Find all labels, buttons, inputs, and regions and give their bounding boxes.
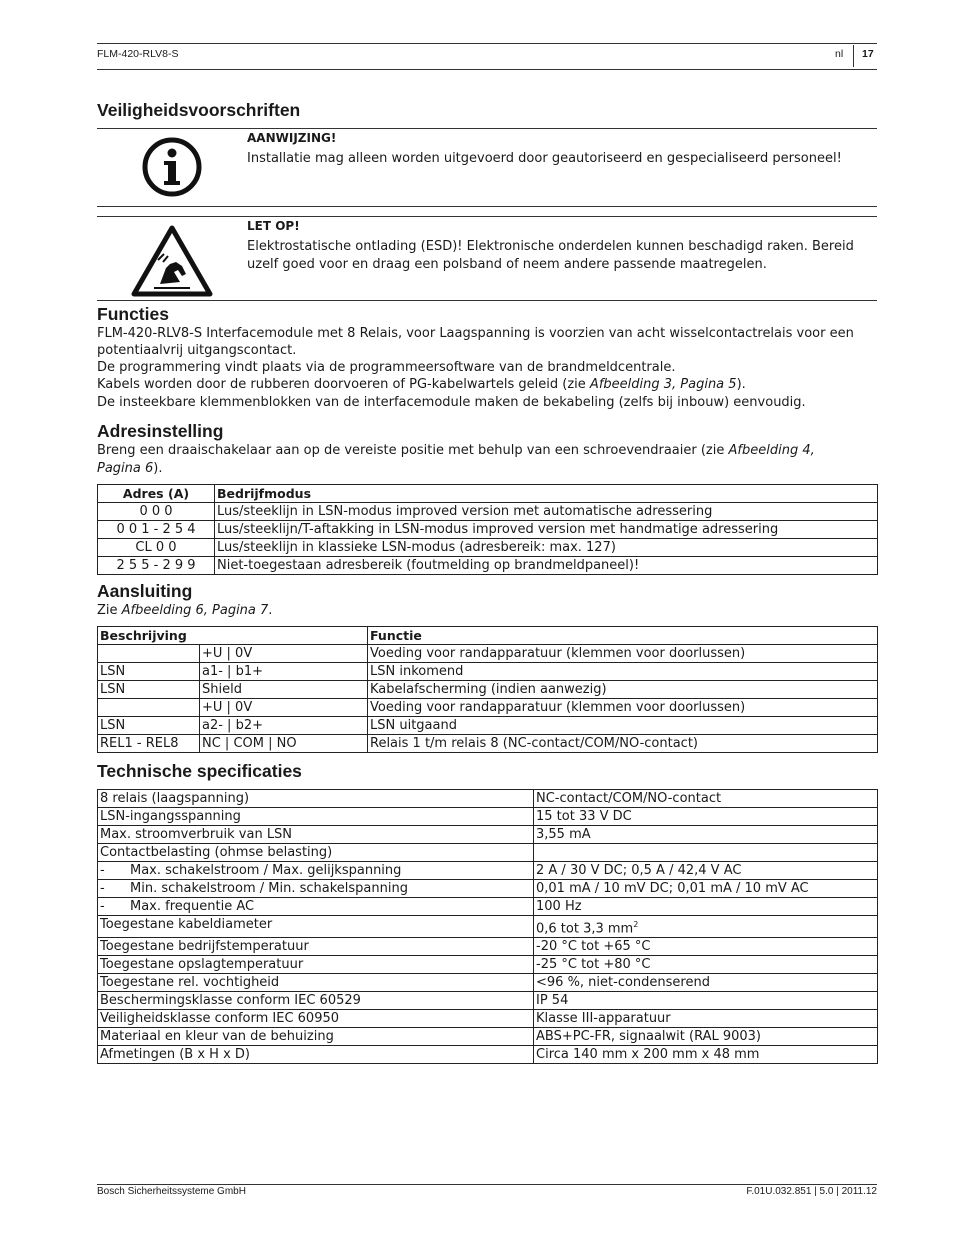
spec-label-cell bbox=[98, 826, 534, 844]
section-title-safety: Veiligheidsvoorschriften bbox=[97, 100, 301, 120]
table-row bbox=[98, 1028, 878, 1046]
table-row bbox=[98, 503, 878, 521]
aansluiting-ref-end: . bbox=[268, 603, 273, 618]
table-row bbox=[98, 645, 878, 663]
spec-label-cell bbox=[98, 790, 534, 808]
terminal-cell: a1- | b1+ bbox=[200, 663, 368, 681]
table-row bbox=[98, 992, 878, 1010]
spec-label-cell bbox=[98, 1010, 534, 1028]
terminal-cell: +U | 0V bbox=[200, 699, 368, 717]
spec-label: Afmetingen (B x H x D) bbox=[100, 1047, 251, 1063]
table-row bbox=[98, 521, 878, 539]
spec-label-cell bbox=[98, 974, 534, 992]
notice-text: Installatie mag alleen worden uitgevoerd door geautoriseerd en gespecialiseerd personeel! bbox=[247, 151, 842, 166]
spec-value-cell: -20 °C tot +65 °C bbox=[534, 938, 878, 956]
functies-line4-text: Kabels worden door de rubberen doorvoeren of PG-kabelwartels geleid (zie bbox=[97, 377, 590, 392]
spec-value-cell: 2 A / 30 V DC; 0,5 A / 42,4 V AC bbox=[534, 862, 878, 880]
terminal-group-cell: LSN bbox=[98, 663, 200, 681]
address-cell: CL 0 0 bbox=[98, 539, 215, 557]
spec-value-cell: -25 °C tot +80 °C bbox=[534, 956, 878, 974]
spec-label-cell bbox=[98, 938, 534, 956]
table-row bbox=[98, 844, 878, 862]
header-lang: nl bbox=[835, 48, 844, 60]
spec-label: LSN-ingangsspanning bbox=[100, 809, 241, 824]
section-title-specs: Technische specificaties bbox=[97, 761, 302, 781]
spec-label-cell bbox=[98, 956, 534, 974]
spec-value-cell: 100 Hz bbox=[534, 898, 878, 916]
table-header-row bbox=[98, 485, 878, 503]
spec-label: Contactbelasting (ohmse belasting) bbox=[100, 845, 333, 860]
figure-ref-6[interactable]: Afbeelding 6, Pagina 7 bbox=[121, 603, 269, 618]
caution-rule-bottom bbox=[97, 300, 877, 301]
functies-line4 bbox=[97, 376, 746, 394]
table-row bbox=[98, 938, 878, 956]
header-doc-id: FLM-420-RLV8-S bbox=[97, 48, 179, 60]
aansluiting-ref bbox=[97, 602, 272, 620]
figure-ref-3[interactable]: Afbeelding 3, Pagina 5 bbox=[589, 377, 737, 392]
spec-label: Materiaal en kleur van de behuizing bbox=[100, 1029, 334, 1045]
functies-line4-end: ). bbox=[736, 377, 746, 392]
caution-text-line1: Elektrostatische ontlading (ESD)! Elektronische onderdelen kunnen beschadigd raken. Bereid bbox=[247, 239, 854, 254]
terminal-group-cell bbox=[98, 645, 200, 663]
function-cell: Relais 1 t/m relais 8 (NC-contact/COM/NO-contact) bbox=[368, 735, 878, 753]
spec-dash: - bbox=[100, 863, 105, 878]
spec-dash: - bbox=[100, 899, 105, 914]
spec-value-cell: 3,55 mA bbox=[534, 826, 878, 844]
function-cell: LSN uitgaand bbox=[368, 717, 878, 735]
spec-dash: - bbox=[100, 881, 105, 896]
functies-line1: FLM-420-RLV8-S Interfacemodule met 8 Relais, voor Laagspanning is voorzien van acht wisselcontactrelais voor een bbox=[97, 326, 854, 341]
spec-value: 0,6 tot 3,3 mm bbox=[536, 921, 634, 937]
spec-label-cell bbox=[98, 916, 534, 938]
section-title-aansluiting: Aansluiting bbox=[97, 581, 193, 601]
mode-cell: Niet-toegestaan adresbereik (foutmelding op brandmeldpaneel)! bbox=[215, 557, 878, 575]
notice-rule-bottom bbox=[97, 206, 877, 207]
column-header-address: Adres (A) bbox=[98, 485, 215, 503]
terminal-cell: a2- | b2+ bbox=[200, 717, 368, 735]
header-divider bbox=[853, 45, 854, 67]
spec-label: Toegestane bedrijfstemperatuur bbox=[100, 939, 309, 955]
figure-ref-4[interactable]: Afbeelding 4, bbox=[728, 443, 815, 458]
terminal-cell: NC | COM | NO bbox=[200, 735, 368, 753]
spec-label: Max. stroomverbruik van LSN bbox=[100, 827, 293, 842]
spec-value-cell: <96 %, niet-condenserend bbox=[534, 974, 878, 992]
connection-table bbox=[97, 626, 878, 753]
table-row bbox=[98, 790, 878, 808]
adres-line1-text: Breng een draaischakelaar aan op de vereiste positie met behulp van een schroevendraaier (zie bbox=[97, 443, 729, 458]
terminal-cell: +U | 0V bbox=[200, 645, 368, 663]
table-row bbox=[98, 808, 878, 826]
spec-value-cell: IP 54 bbox=[534, 992, 878, 1010]
functies-line5: De insteekbare klemmenblokken van de interfacemodule maken de bekabeling (zelfs bij inbouw) eenvoudig. bbox=[97, 395, 806, 410]
caution-text-line2: uzelf goed voor en draag een polsband of neem andere passende maatregelen. bbox=[247, 257, 767, 272]
column-header-function: Functie bbox=[368, 627, 878, 645]
spec-label: 8 relais (laagspanning) bbox=[100, 791, 250, 806]
table-row bbox=[98, 916, 878, 938]
table-row bbox=[98, 735, 878, 753]
terminal-group-cell: LSN bbox=[98, 717, 200, 735]
footer-company: Bosch Sicherheitssysteme GmbH bbox=[97, 1186, 246, 1197]
table-row bbox=[98, 1010, 878, 1028]
spec-label-cell bbox=[98, 898, 534, 916]
spec-label: Min. schakelstroom / Min. schakelspanning bbox=[130, 881, 408, 896]
mode-cell: Lus/steeklijn/T-aftakking in LSN-modus improved version met handmatige adressering bbox=[215, 521, 878, 539]
table-row bbox=[98, 880, 878, 898]
spec-label: Toegestane opslagtemperatuur bbox=[100, 957, 304, 973]
table-row bbox=[98, 956, 878, 974]
footer-doc-ref: F.01U.032.851 | 5.0 | 2011.12 bbox=[746, 1186, 877, 1197]
notice-label: AANWIJZING! bbox=[247, 131, 337, 145]
spec-label: Beschermingsklasse conform IEC 60529 bbox=[100, 993, 361, 1009]
spec-value-cell bbox=[534, 844, 878, 862]
address-cell: 0 0 0 bbox=[98, 503, 215, 521]
table-row bbox=[98, 557, 878, 575]
header-rule-bottom bbox=[97, 69, 877, 70]
function-cell: Kabelafscherming (indien aanwezig) bbox=[368, 681, 878, 699]
table-row bbox=[98, 681, 878, 699]
function-cell: Voeding voor randapparatuur (klemmen voor doorlussen) bbox=[368, 645, 878, 663]
mode-cell: Lus/steeklijn in LSN-modus improved version met automatische adressering bbox=[215, 503, 878, 521]
terminal-cell: Shield bbox=[200, 681, 368, 699]
table-row bbox=[98, 539, 878, 557]
adres-line2-end: ). bbox=[153, 461, 163, 476]
spec-label: Toegestane kabeldiameter bbox=[100, 917, 273, 932]
spec-value-cell: Klasse III-apparatuur bbox=[534, 1010, 878, 1028]
table-row bbox=[98, 974, 878, 992]
table-row bbox=[98, 1046, 878, 1064]
header-rule-top bbox=[97, 43, 877, 44]
footer-rule bbox=[97, 1184, 877, 1185]
table-row bbox=[98, 717, 878, 735]
function-cell: LSN inkomend bbox=[368, 663, 878, 681]
terminal-group-cell: REL1 - REL8 bbox=[98, 735, 200, 753]
spec-value-cell: ABS+PC-FR, signaalwit (RAL 9003) bbox=[534, 1028, 878, 1046]
table-header-row bbox=[98, 627, 878, 645]
address-cell: 0 0 1 - 2 5 4 bbox=[98, 521, 215, 539]
mode-cell: Lus/steeklijn in klassieke LSN-modus (adresbereik: max. 127) bbox=[215, 539, 878, 557]
caution-rule-top bbox=[97, 216, 877, 217]
spec-label: Toegestane rel. vochtigheid bbox=[100, 975, 280, 991]
info-icon bbox=[142, 137, 202, 197]
spec-label-cell bbox=[98, 808, 534, 826]
spec-label-cell bbox=[98, 1028, 534, 1046]
specs-table bbox=[97, 789, 878, 1064]
header-page-number: 17 bbox=[862, 48, 874, 60]
spec-value-cell: 15 tot 33 V DC bbox=[534, 808, 878, 826]
spec-value-cell: Circa 140 mm x 200 mm x 48 mm bbox=[534, 1046, 878, 1064]
column-header-mode: Bedrijfmodus bbox=[215, 485, 878, 503]
table-row bbox=[98, 862, 878, 880]
functies-line3: De programmering vindt plaats via de programmeersoftware van de brandmeldcentrale. bbox=[97, 360, 676, 375]
section-title-functies: Functies bbox=[97, 304, 169, 324]
aansluiting-ref-text: Zie bbox=[97, 603, 122, 618]
spec-label-cell bbox=[98, 1046, 534, 1064]
adres-line1 bbox=[97, 442, 815, 460]
adres-line2 bbox=[97, 460, 163, 478]
terminal-group-cell: LSN bbox=[98, 681, 200, 699]
functies-line2: potentiaalvrij uitgangscontact. bbox=[97, 343, 297, 358]
notice-rule-top bbox=[97, 128, 877, 129]
table-row bbox=[98, 898, 878, 916]
spec-label-cell bbox=[98, 992, 534, 1010]
address-cell: 2 5 5 - 2 9 9 bbox=[98, 557, 215, 575]
table-row bbox=[98, 663, 878, 681]
spec-label: Max. schakelstroom / Max. gelijkspanning bbox=[130, 863, 402, 878]
esd-warning-icon bbox=[130, 224, 214, 298]
caution-label: LET OP! bbox=[247, 219, 300, 233]
address-table bbox=[97, 484, 878, 575]
spec-label-cell bbox=[98, 844, 534, 862]
page-ref-6[interactable]: Pagina 6 bbox=[97, 461, 154, 476]
spec-value-cell: 0,01 mA / 10 mV DC; 0,01 mA / 10 mV AC bbox=[534, 880, 878, 898]
spec-label: Veiligheidsklasse conform IEC 60950 bbox=[100, 1011, 340, 1027]
spec-label-cell bbox=[98, 862, 534, 880]
spec-value-superscript: 2 bbox=[633, 920, 639, 929]
spec-value-cell: NC-contact/COM/NO-contact bbox=[534, 790, 878, 808]
spec-label: Max. frequentie AC bbox=[130, 899, 255, 914]
column-header-description: Beschrijving bbox=[98, 627, 368, 645]
function-cell: Voeding voor randapparatuur (klemmen voor doorlussen) bbox=[368, 699, 878, 717]
section-title-adres: Adresinstelling bbox=[97, 421, 224, 441]
terminal-group-cell bbox=[98, 699, 200, 717]
spec-value-cell bbox=[534, 916, 878, 938]
table-row bbox=[98, 826, 878, 844]
spec-label-cell bbox=[98, 880, 534, 898]
table-row bbox=[98, 699, 878, 717]
